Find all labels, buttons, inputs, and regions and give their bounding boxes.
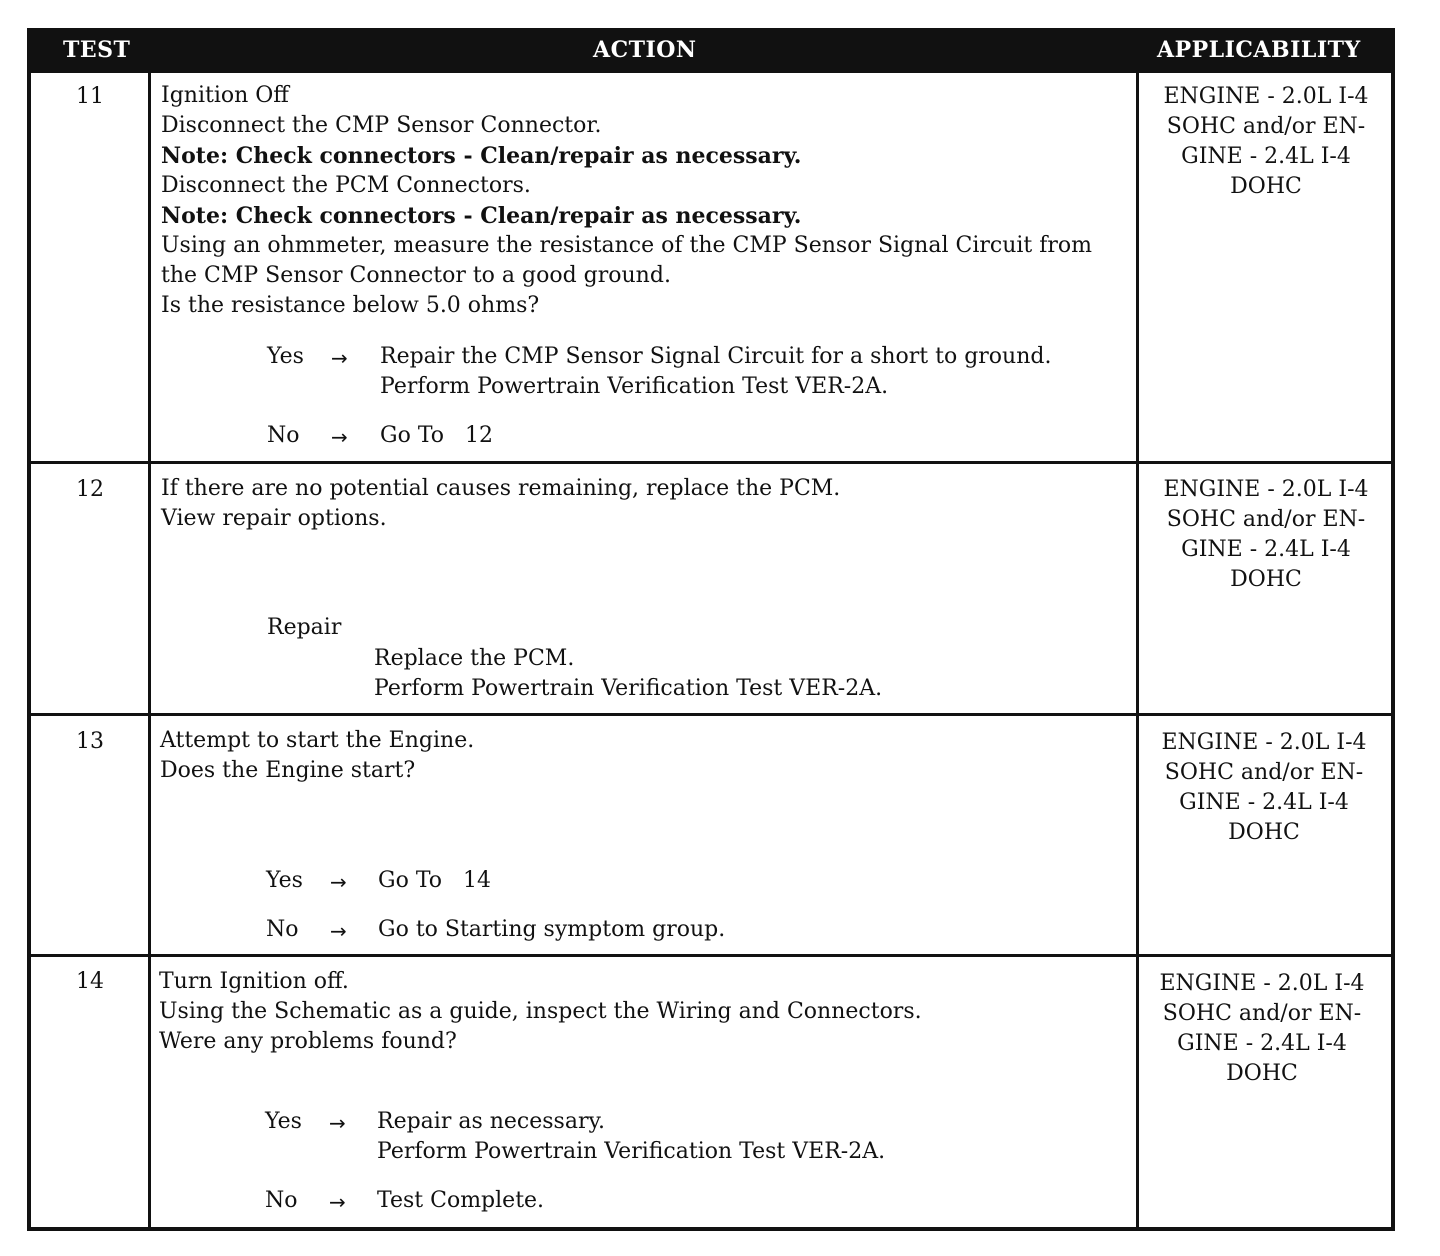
outcome-label-yes: Yes xyxy=(265,1109,302,1134)
applicability-line: DOHC xyxy=(1226,1061,1298,1086)
repair-text: Replace the PCM. xyxy=(374,646,575,671)
outcome-label-yes: Yes xyxy=(266,868,303,893)
row-divider xyxy=(31,954,1391,957)
applicability-line: ENGINE - 2.0L I-4 xyxy=(1161,730,1367,755)
action-line: Turn Ignition off. xyxy=(159,969,349,994)
question-line: Were any problems found? xyxy=(159,1029,457,1054)
applicability-line: DOHC xyxy=(1230,567,1302,592)
header-test: TEST xyxy=(63,37,131,63)
action-line: View repair options. xyxy=(161,506,387,531)
outcome-text: Go To 12 xyxy=(380,423,493,448)
applicability-line: GINE - 2.4L I-4 xyxy=(1181,537,1351,562)
row-divider xyxy=(31,461,1391,464)
row-divider xyxy=(31,713,1391,716)
note-line: Note: Check connectors - Clean/repair as necessary. xyxy=(161,143,802,169)
action-line: Disconnect the CMP Sensor Connector. xyxy=(161,113,602,138)
action-line: Using the Schematic as a guide, inspect the Wiring and Connectors. xyxy=(159,999,922,1024)
diagnostic-table xyxy=(27,28,1395,1231)
test-number: 13 xyxy=(76,729,104,754)
applicability-line: ENGINE - 2.0L I-4 xyxy=(1163,477,1369,502)
applicability-line: GINE - 2.4L I-4 xyxy=(1177,1031,1347,1056)
applicability-line: DOHC xyxy=(1230,174,1302,199)
question-line: Is the resistance below 5.0 ohms? xyxy=(161,293,540,318)
outcome-label-no: No xyxy=(265,1188,298,1213)
repair-label: Repair xyxy=(267,615,342,640)
repair-text: Perform Powertrain Verification Test VER-2A. xyxy=(374,676,883,701)
applicability-line: GINE - 2.4L I-4 xyxy=(1179,790,1349,815)
arrow-icon: → xyxy=(329,1111,346,1135)
table-header xyxy=(31,32,1391,73)
note-line: Note: Check connectors - Clean/repair as necessary. xyxy=(161,203,802,229)
outcome-text: Perform Powertrain Verification Test VER-2A. xyxy=(380,374,889,399)
applicability-line: GINE - 2.4L I-4 xyxy=(1181,144,1351,169)
applicability-line: SOHC and/or EN- xyxy=(1162,1001,1362,1026)
question-line: Does the Engine start? xyxy=(160,758,416,783)
outcome-label-no: No xyxy=(266,917,299,942)
test-number: 14 xyxy=(76,969,104,994)
arrow-icon: → xyxy=(331,425,348,449)
applicability xyxy=(1141,82,1391,202)
applicability xyxy=(1137,969,1387,1089)
outcome-text: Go To 14 xyxy=(378,868,491,893)
test-number: 12 xyxy=(76,477,104,502)
applicability xyxy=(1139,728,1389,848)
applicability-line: DOHC xyxy=(1228,820,1300,845)
outcome-text: Go to Starting symptom group. xyxy=(378,917,726,942)
test-number: 11 xyxy=(76,84,104,109)
header-action: ACTION xyxy=(593,37,697,63)
outcome-text: Test Complete. xyxy=(377,1188,545,1213)
action-line: the CMP Sensor Connector to a good ground. xyxy=(161,263,671,288)
action-line: Using an ohmmeter, measure the resistance of the CMP Sensor Signal Circuit from xyxy=(161,233,1092,258)
applicability-line: SOHC and/or EN- xyxy=(1164,760,1364,785)
arrow-icon: → xyxy=(330,919,347,943)
applicability xyxy=(1141,475,1391,595)
applicability-line: ENGINE - 2.0L I-4 xyxy=(1159,971,1365,996)
action-line: Ignition Off xyxy=(161,83,289,108)
arrow-icon: → xyxy=(329,1190,346,1214)
applicability-line: SOHC and/or EN- xyxy=(1166,114,1366,139)
column-divider xyxy=(148,73,151,1227)
applicability-line: ENGINE - 2.0L I-4 xyxy=(1163,84,1369,109)
outcome-text: Repair the CMP Sensor Signal Circuit for a short to ground. xyxy=(380,344,1052,369)
outcome-text: Perform Powertrain Verification Test VER-2A. xyxy=(377,1139,886,1164)
arrow-icon: → xyxy=(330,870,347,894)
outcome-label-no: No xyxy=(267,423,300,448)
outcome-text: Repair as necessary. xyxy=(377,1109,605,1134)
action-line: Attempt to start the Engine. xyxy=(160,728,475,753)
action-line: If there are no potential causes remaining, replace the PCM. xyxy=(161,476,841,501)
applicability-line: SOHC and/or EN- xyxy=(1166,507,1366,532)
outcome-label-yes: Yes xyxy=(267,344,304,369)
header-applicability: APPLICABILITY xyxy=(1157,37,1361,63)
action-line: Disconnect the PCM Connectors. xyxy=(161,173,531,198)
arrow-icon: → xyxy=(331,346,348,370)
